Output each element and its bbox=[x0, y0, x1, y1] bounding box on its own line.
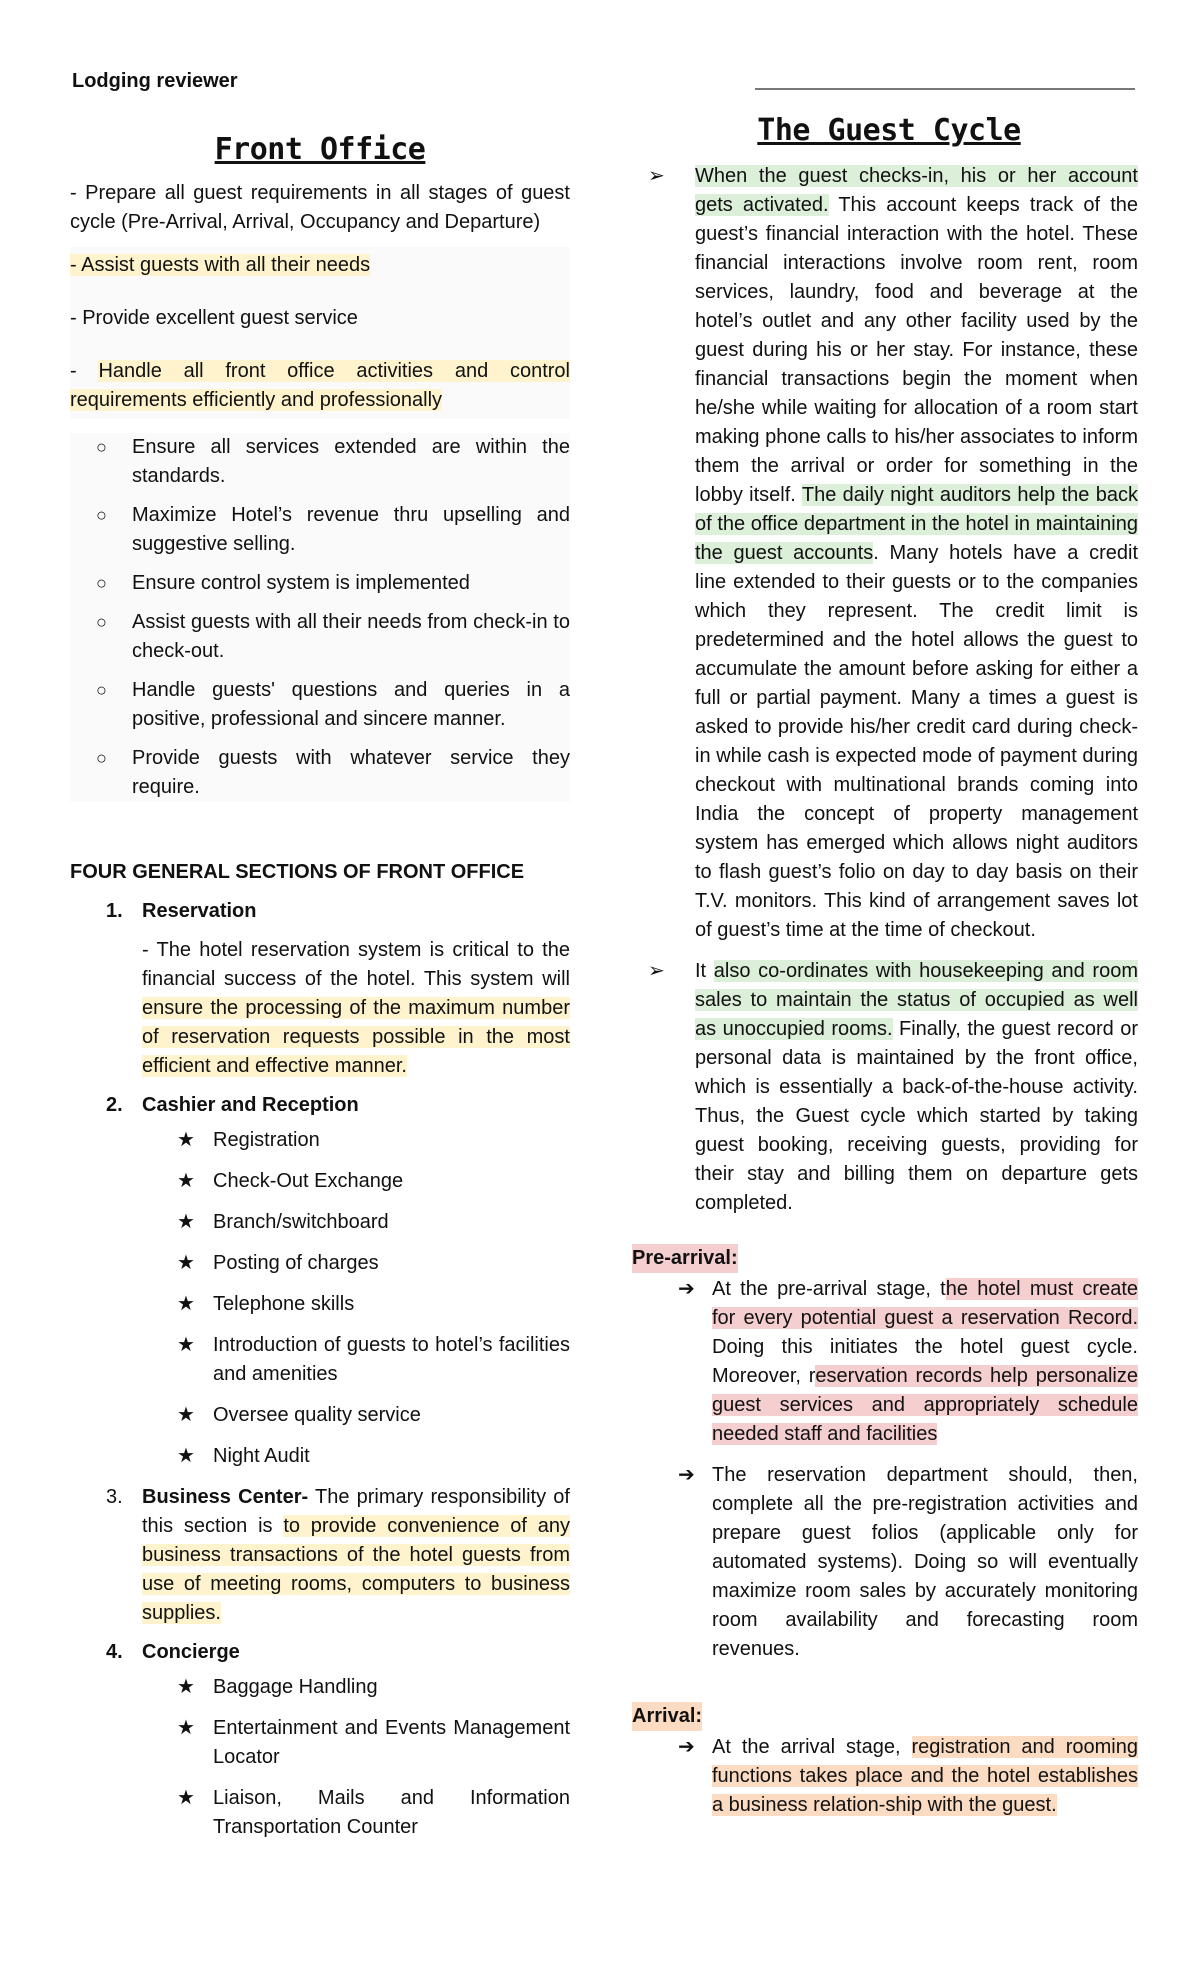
arrow-bullet-icon: ➔ bbox=[678, 1736, 695, 1758]
section-label: Cashier and Reception bbox=[142, 1094, 359, 1116]
pre-arrival-bullet-2 bbox=[640, 1461, 1138, 1664]
paragraph-text: It bbox=[695, 960, 714, 982]
header-rule bbox=[755, 88, 1135, 90]
business-center-text-plain: The primary responsibility of this section is bbox=[142, 1486, 570, 1537]
guest-cycle-paragraph-1 bbox=[640, 162, 1138, 945]
circle-bullet-icon: ○ bbox=[96, 612, 107, 632]
arrow-bullet-icon: ➔ bbox=[678, 1278, 695, 1300]
list-item bbox=[177, 1673, 570, 1702]
paragraph-text: Doing this initiates the hotel guest cycle. Moreover, r bbox=[712, 1336, 1138, 1387]
front-office-column bbox=[70, 125, 570, 1854]
list-item bbox=[96, 744, 570, 802]
section-business-center bbox=[70, 1483, 570, 1628]
section-label: Business Center- bbox=[142, 1486, 309, 1508]
highlight-text: The daily night auditors help the back of the office department in the hotel in maintaining the guest accounts bbox=[695, 484, 1138, 564]
front-office-intro: - Prepare all guest requirements in all stages of guest cycle (Pre-Arrival, Arrival, Occupancy and Departure) bbox=[70, 182, 570, 233]
handle-text: Handle all front office activities and control requirements efficiently and professionally bbox=[70, 360, 571, 411]
section-number: 4. bbox=[106, 1641, 123, 1663]
service-line: - Provide excellent guest service bbox=[70, 307, 358, 329]
section-number: 2. bbox=[106, 1094, 123, 1116]
arrowhead-bullet-icon: ➢ bbox=[648, 960, 665, 982]
star-bullet-icon: ★ bbox=[177, 1787, 195, 1809]
section-label: Reservation bbox=[142, 900, 257, 922]
list-item-text: Ensure control system is implemented bbox=[132, 572, 470, 594]
section-cashier-reception bbox=[70, 1091, 570, 1120]
list-item bbox=[177, 1784, 570, 1842]
star-bullet-icon: ★ bbox=[177, 1293, 195, 1315]
list-item bbox=[177, 1290, 570, 1319]
list-item bbox=[177, 1249, 570, 1278]
list-item bbox=[96, 569, 570, 598]
circle-bullet-icon: ○ bbox=[96, 505, 107, 525]
list-item bbox=[177, 1442, 570, 1471]
circle-bullet-icon: ○ bbox=[96, 748, 107, 768]
arrival-heading: Arrival: bbox=[632, 1702, 702, 1731]
handle-line bbox=[70, 357, 570, 415]
list-item-text: Liaison, Mails and Information Transportation Counter bbox=[213, 1787, 570, 1838]
arrow-bullet-icon: ➔ bbox=[678, 1464, 695, 1486]
reservation-body bbox=[70, 936, 570, 1081]
star-bullet-icon: ★ bbox=[177, 1211, 195, 1233]
list-item-text: Posting of charges bbox=[213, 1252, 379, 1274]
highlight-text: eservation records help personalize guest services and appropriately schedule needed staff and facilities bbox=[712, 1365, 1138, 1445]
list-item-text: Check-Out Exchange bbox=[213, 1170, 404, 1192]
list-item-text: Provide guests with whatever service they require. bbox=[132, 747, 570, 798]
cashier-reception-list bbox=[70, 1126, 570, 1471]
sections-heading: FOUR GENERAL SECTIONS OF FRONT OFFICE bbox=[70, 861, 525, 883]
list-item bbox=[177, 1401, 570, 1430]
section-number: 1. bbox=[106, 900, 123, 922]
star-bullet-icon: ★ bbox=[177, 1717, 195, 1739]
list-item-text: Assist guests with all their needs from check-in to check-out. bbox=[132, 611, 570, 662]
list-item-text: Branch/switchboard bbox=[213, 1211, 389, 1233]
guest-cycle-column bbox=[632, 113, 1139, 1832]
paragraph-text: At the arrival stage, bbox=[712, 1736, 912, 1758]
list-item-text: Baggage Handling bbox=[213, 1676, 378, 1698]
arrival-bullet-1 bbox=[640, 1733, 1138, 1820]
star-bullet-icon: ★ bbox=[177, 1170, 195, 1192]
document-header-title: Lodging reviewer bbox=[72, 70, 238, 92]
paragraph-text: Finally, the guest record or personal data is maintained by the front office, which is essentially a back-of-the-house activity. Thus, the Guest cycle which started by taking guest booking, receiving guests, providing for their stay and billing them on departure gets completed. bbox=[695, 1018, 1138, 1214]
reservation-text bbox=[142, 936, 570, 1081]
list-item-text: Introduction of guests to hotel’s facilities and amenities bbox=[213, 1334, 570, 1385]
list-item-text: Telephone skills bbox=[213, 1293, 355, 1315]
pre-arrival-bullet-1 bbox=[640, 1275, 1138, 1449]
star-bullet-icon: ★ bbox=[177, 1445, 195, 1467]
pre-arrival-heading: Pre-arrival: bbox=[632, 1244, 738, 1273]
list-item-text: Handle guests' questions and queries in a positive, professional and sincere manner. bbox=[132, 679, 570, 730]
list-item-text: Oversee quality service bbox=[213, 1404, 421, 1426]
highlight-text: he hotel must create for every potential guest a reservation Record. bbox=[712, 1278, 1139, 1329]
list-item bbox=[177, 1714, 570, 1772]
highlight-text: also co-ordinates with housekeeping and room sales to maintain the status of occupied as well as unoccupied rooms. bbox=[695, 960, 1138, 1040]
list-item-text: Entertainment and Events Management Locator bbox=[213, 1717, 570, 1768]
front-office-title: Front Office bbox=[214, 132, 426, 167]
duties-list bbox=[70, 433, 570, 802]
list-item bbox=[177, 1126, 570, 1155]
circle-bullet-icon: ○ bbox=[96, 680, 107, 700]
paragraph-text: This account keeps track of the guest’s financial interaction with the hotel. These financial interactions involve room rent, room services, laundry, food and beverage at the hotel’s outlet and any other facility used by the guest during his or her stay. For instance, these financial transactions begin the moment when he/she while waiting for allocation of a room start making phone calls to his/her associates to inform them the arrival or order for something in the lobby itself. bbox=[695, 194, 1138, 506]
concierge-list bbox=[70, 1673, 570, 1842]
list-item bbox=[96, 501, 570, 559]
list-item bbox=[177, 1208, 570, 1237]
paragraph-text: At the pre-arrival stage, t bbox=[712, 1278, 946, 1300]
section-label: Concierge bbox=[142, 1641, 240, 1663]
list-item bbox=[96, 676, 570, 734]
assist-text: - Assist guests with all their needs bbox=[70, 254, 371, 276]
highlight-text: When the guest checks-in, his or her account gets activated. bbox=[695, 165, 1138, 216]
list-item-text: Ensure all services extended are within the standards. bbox=[132, 436, 570, 487]
circle-bullet-icon: ○ bbox=[96, 437, 107, 457]
reservation-text-highlight: ensure the processing of the maximum number of reservation requests possible in the most efficient and effective manner. bbox=[142, 997, 570, 1077]
list-item bbox=[96, 433, 570, 491]
star-bullet-icon: ★ bbox=[177, 1334, 195, 1356]
list-item-text: Night Audit bbox=[213, 1445, 310, 1467]
reservation-text-plain: - The hotel reservation system is critical to the financial success of the hotel. This system will bbox=[142, 939, 570, 990]
paragraph-text: . Many hotels have a credit line extended to their guests or to the companies which they represent. The credit limit is predetermined and the hotel allows the guest to accumulate the amount before asking for either a full or partial payment. Many a times a guest is asked to provide his/her credit card during check-in while cash is expected mode of payment during checkout with multinational brands coming into India the concept of property management system has emerged which allows night auditors to flash guest’s folio on day to day basis on their T.V. monitors. This kind of arrangement saves lot of guest’s time at the time of checkout. bbox=[695, 542, 1138, 941]
list-item bbox=[177, 1167, 570, 1196]
circle-bullet-icon: ○ bbox=[96, 573, 107, 593]
paragraph-text: The reservation department should, then, complete all the pre-registration activities and prepare guest folios (applicable only for automated systems). Doing so will eventually maximize room sales by accurately monitoring room availability and forecasting room revenues. bbox=[712, 1464, 1138, 1660]
handle-prefix: - bbox=[70, 360, 99, 382]
section-number: 3. bbox=[106, 1486, 123, 1508]
section-reservation bbox=[70, 897, 570, 926]
list-item-text: Registration bbox=[213, 1129, 320, 1151]
front-office-duties-block bbox=[70, 247, 570, 419]
highlight-text: registration and rooming functions takes place and the hotel establishes a business relation-ship with the guest. bbox=[712, 1736, 1138, 1816]
business-center-text-highlight: to provide convenience of any business transactions of the hotel guests from use of meeting rooms, computers to business supplies. bbox=[142, 1515, 571, 1624]
arrowhead-bullet-icon: ➢ bbox=[648, 165, 665, 187]
list-item-text: Maximize Hotel’s revenue thru upselling and suggestive selling. bbox=[132, 504, 570, 555]
list-item bbox=[177, 1331, 570, 1389]
star-bullet-icon: ★ bbox=[177, 1404, 195, 1426]
star-bullet-icon: ★ bbox=[177, 1676, 195, 1698]
star-bullet-icon: ★ bbox=[177, 1252, 195, 1274]
star-bullet-icon: ★ bbox=[177, 1129, 195, 1151]
section-concierge bbox=[70, 1638, 570, 1667]
list-item bbox=[96, 608, 570, 666]
guest-cycle-title: The Guest Cycle bbox=[757, 113, 1021, 148]
guest-cycle-paragraph-2 bbox=[640, 957, 1138, 1218]
assist-line bbox=[70, 251, 570, 280]
